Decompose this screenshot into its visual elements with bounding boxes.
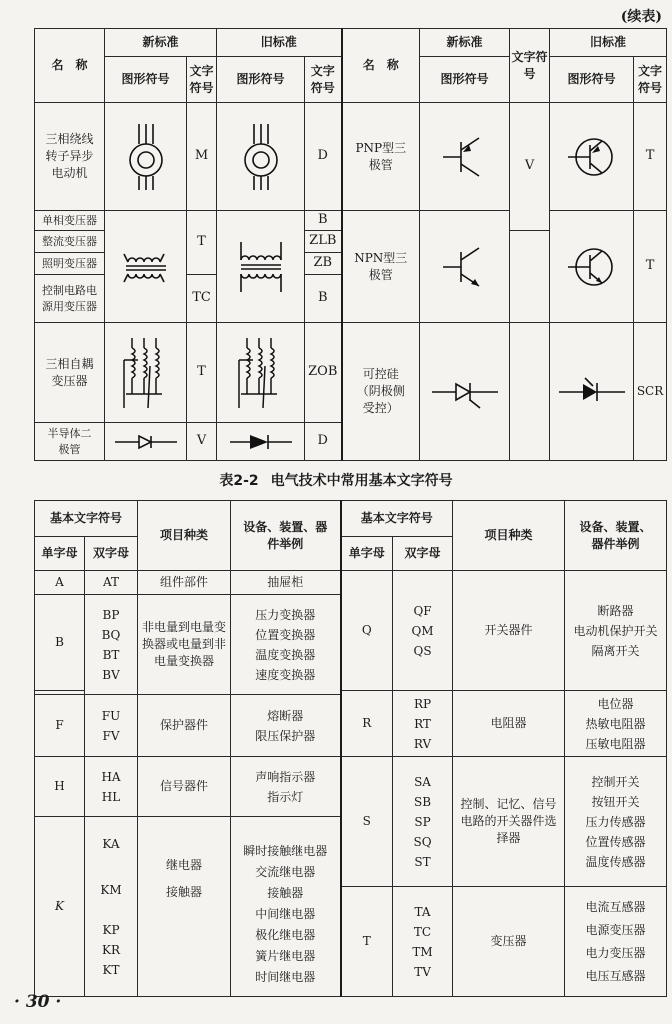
- header-double-right: 双字母: [393, 537, 453, 571]
- codes-A: AT: [85, 571, 138, 595]
- codes-T: TA TC TM TV: [393, 887, 453, 997]
- header-single-right: 单字母: [341, 537, 393, 571]
- letter-A: A: [35, 571, 85, 595]
- category-T: 变压器: [453, 887, 565, 997]
- category-K: [138, 817, 231, 997]
- pnp-symbol-old: [550, 103, 634, 211]
- table-number: 表2-2: [219, 473, 259, 489]
- transformer-symbol-new: [105, 211, 187, 323]
- category-Q: 开关器件: [453, 571, 565, 691]
- codes-H: HA HL: [85, 757, 138, 817]
- examples-F: 熔断器 限压保护器: [231, 695, 341, 757]
- scr-code-old: SCR: [634, 323, 667, 461]
- scr-symbol-new: [420, 323, 510, 461]
- header-category-right: 项目种类: [453, 501, 565, 571]
- table-title: 电气技术中常用基本文字符号: [270, 473, 453, 489]
- row-single-phase-transformer: 单相变压器: [35, 211, 105, 231]
- category-F: 保护器件: [138, 695, 231, 757]
- control-transformer-code-new: TC: [187, 275, 217, 323]
- row-diode: 半导体二极管: [35, 423, 105, 461]
- examples-Q: 断路器 电动机保护开关 隔离开关: [565, 571, 667, 691]
- category-H: 信号器件: [138, 757, 231, 817]
- symbol-table-continued: [34, 28, 667, 461]
- category-K-relay: 继电器: [166, 858, 203, 872]
- header-letter-right-new: 文字符号: [510, 29, 550, 103]
- transformer-code-new: T: [187, 211, 217, 275]
- npn-symbol-old: [550, 211, 634, 323]
- single-phase-code-old: B: [305, 211, 342, 231]
- row-control-transformer: 控制电路电源用变压器: [35, 275, 105, 323]
- category-S: 控制、记忆、信号电路的开关器件选择器: [453, 757, 565, 887]
- control-transformer-code-old: B: [305, 275, 342, 323]
- motor-symbol-old: [217, 103, 305, 211]
- autotransformer-code-old: ZOB: [305, 323, 342, 423]
- letter-R: R: [341, 691, 393, 757]
- header-letter-old: 文字符号: [305, 57, 342, 103]
- autotransformer-symbol-new: [105, 323, 187, 423]
- header-single: 单字母: [35, 537, 85, 571]
- continued-label: (续表): [620, 9, 662, 25]
- autotransformer-code-new: T: [187, 323, 217, 423]
- codes-R: RP RT RV: [393, 691, 453, 757]
- header-new-std: 新标准: [105, 29, 217, 57]
- motor-code-new: M: [187, 103, 217, 211]
- page-number: · 30 ·: [14, 992, 62, 1012]
- examples-B: 压力变换器 位置变换器 温度变换器 速度变换器: [231, 595, 341, 695]
- codes-S: SA SB SP SQ ST: [393, 757, 453, 887]
- scr-name: 可控硅（阴极侧受控）: [342, 323, 420, 461]
- row-rectifier-transformer: 整流变压器: [35, 231, 105, 253]
- letter-Q: Q: [341, 571, 393, 691]
- header-examples-right: 设备、装置、器件举例: [565, 501, 667, 571]
- header-double: 双字母: [85, 537, 138, 571]
- pnp-symbol-new: [420, 103, 510, 211]
- npn-name: NPN型三极管: [342, 211, 420, 323]
- scr-code-new-blank: [510, 323, 550, 461]
- pnp-name: PNP型三极管: [342, 103, 420, 211]
- transformer-symbol-old: [217, 211, 305, 323]
- header-basic: 基本文字符号: [35, 501, 138, 537]
- examples-K: 瞬时接触继电器 交流继电器 接触器 中间继电器 极化继电器 簧片继电器 时间继电器: [231, 817, 341, 997]
- diode-symbol-new: [105, 423, 187, 461]
- codes-F: FU FV: [85, 695, 138, 757]
- npn-symbol-new: [420, 211, 510, 323]
- row-motor-name: 三相绕线转子异步电动机: [35, 103, 105, 211]
- examples-A: 抽屉柜: [231, 571, 341, 595]
- header-new-std-right: 新标准: [420, 29, 510, 57]
- row-lighting-transformer: 照明变压器: [35, 253, 105, 275]
- codes-Q: QF QM QS: [393, 571, 453, 691]
- letter-S: S: [341, 757, 393, 887]
- header-old-std-right: 旧标准: [550, 29, 667, 57]
- pnp-code-old: T: [634, 103, 667, 211]
- category-R: 电阻器: [453, 691, 565, 757]
- header-basic-right: 基本文字符号: [341, 501, 453, 537]
- diode-code-new: V: [187, 423, 217, 461]
- header-graphic: 图形符号: [105, 57, 187, 103]
- header-name: 名 称: [35, 29, 105, 103]
- diode-symbol-old: [217, 423, 305, 461]
- diode-code-old: D: [305, 423, 342, 461]
- category-A: 组件部件: [138, 571, 231, 595]
- examples-S: 控制开关 按钮开关 压力传感器 位置传感器 温度传感器: [565, 757, 667, 887]
- table-caption: [0, 470, 672, 490]
- scr-symbol-old: [550, 323, 634, 461]
- codes-B: BP BQ BT BV: [85, 595, 138, 695]
- motor-symbol-new: [105, 103, 187, 211]
- row-autotransformer: 三相自耦变压器: [35, 323, 105, 423]
- header-examples: 设备、装置、器件举例: [231, 501, 341, 571]
- rectifier-code-old: ZLB: [305, 231, 342, 253]
- header-old-std: 旧标准: [217, 29, 342, 57]
- letter-H: H: [35, 757, 85, 817]
- examples-H: 声响指示器 指示灯: [231, 757, 341, 817]
- header-name-right: 名 称: [342, 29, 420, 103]
- letter-F: F: [35, 695, 85, 757]
- header-graphic-right: 图形符号: [420, 57, 510, 103]
- header-letter: 文字符号: [187, 57, 217, 103]
- autotransformer-symbol-old: [217, 323, 305, 423]
- header-graphic-right-old: 图形符号: [550, 57, 634, 103]
- examples-R: 电位器 热敏电阻器 压敏电阻器: [565, 691, 667, 757]
- header-category: 项目种类: [138, 501, 231, 571]
- transistor-code-new: V: [510, 103, 550, 231]
- lighting-code-old: ZB: [305, 253, 342, 275]
- motor-code-old: D: [305, 103, 342, 211]
- category-K-contactor: 接触器: [166, 884, 203, 899]
- header-letter-right-old: 文字符号: [634, 57, 667, 103]
- header-graphic-old: 图形符号: [217, 57, 305, 103]
- npn-code-old: T: [634, 211, 667, 323]
- letter-K: K: [35, 817, 85, 997]
- codes-K: KA KM KP KR KT: [85, 817, 138, 997]
- examples-T: 电流互感器 电源变压器 电力变压器 电压互感器: [565, 887, 667, 997]
- basic-letter-symbol-table: [34, 500, 667, 997]
- letter-B: B: [35, 595, 85, 691]
- letter-T: T: [341, 887, 393, 997]
- category-B: 非电量到电量变换器或电量到非电量变换器: [138, 595, 231, 695]
